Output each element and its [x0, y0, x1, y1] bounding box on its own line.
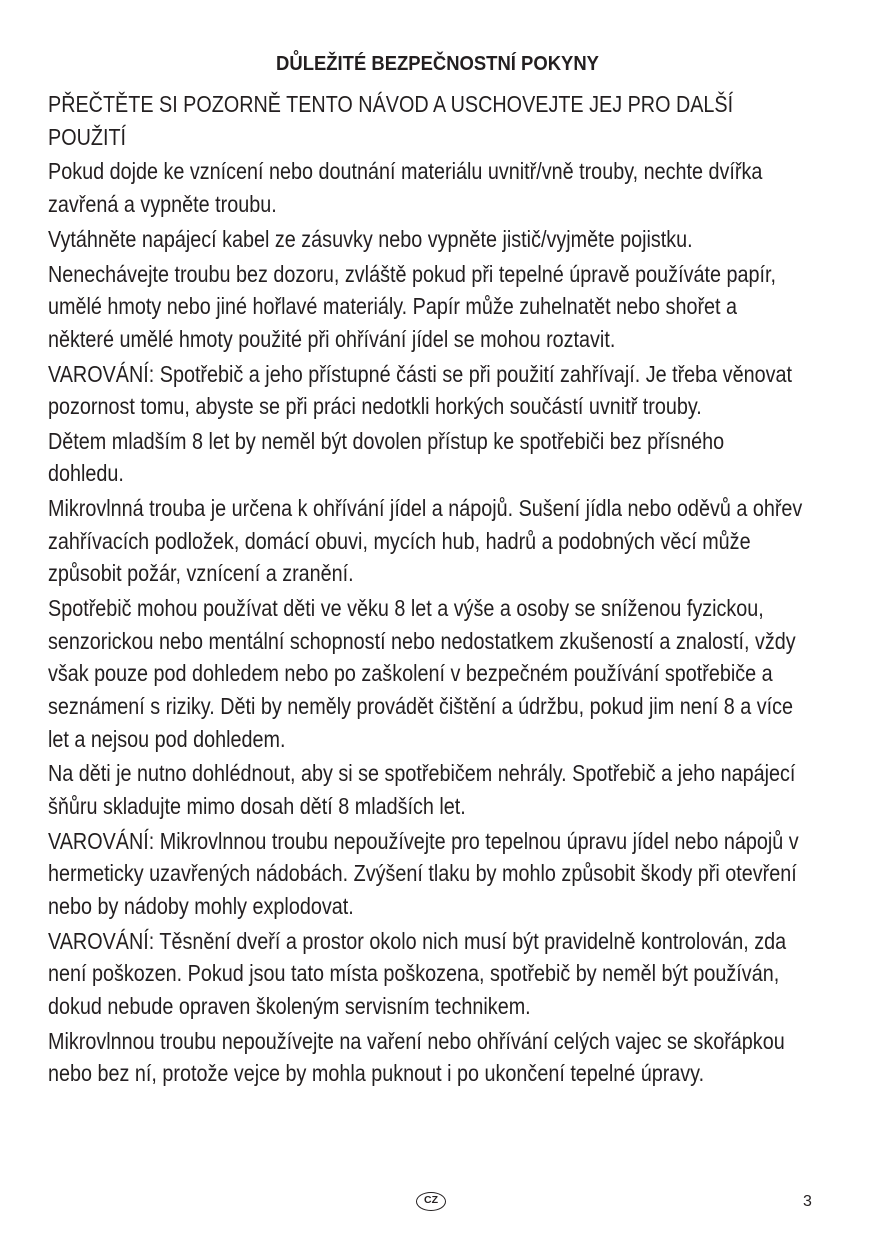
paragraph-warning-door-seal: VAROVÁNÍ: Těsnění dveří a prostor okolo nich musí být pravidelně kontrolován, zda není poškozen. Pokud jsou tato místa poškozena, spotřebič by neměl být používán, dokud nebude opraven školeným servisním technikem. [48, 927, 787, 1019]
page-title: DŮLEŽITÉ BEZPEČNOSTNÍ POKYNY [276, 52, 599, 75]
paragraph-children-play: Na děti je nutno dohlédnout, aby si se spotřebičem nehrály. Spotřebič a jeho napájecí šňůru skladujte mimo dosah dětí 8 mladších let. [48, 760, 796, 819]
paragraph-supervision: Nenechávejte troubu bez dozoru, zvláště pokud při tepelné úpravě používáte papír, umělé hmoty nebo jiné hořlavé materiály. Papír může zuhelnatět nebo shořet a některé umělé hmoty použité při ohřívání jídel se mohou roztavit. [48, 260, 776, 352]
paragraph-warning-sealed-containers: VAROVÁNÍ: Mikrovlnnou troubu nepoužívejte pro tepelnou úpravu jídel nebo nápojů v hermeticky uzavřených nádobách. Zvýšení tlaku by mohlo způsobit škody při otevření nebo by nádoby mohly explodovat. [48, 827, 799, 919]
safety-instructions-body [48, 88, 805, 1092]
page-number: 3 [803, 1193, 812, 1210]
paragraph-intended-use: Mikrovlnná trouba je určena k ohřívání jídel a nápojů. Sušení jídla nebo oděvů a ohřev zahřívacích podložek, domácí obuvi, mycích hub, hadrů a podobných věcí může způsobit požár, vznícení a zranění. [48, 495, 803, 587]
paragraph-children-under-8: Dětem mladším 8 let by neměl být dovolen přístup ke spotřebiči bez přísného dohledu. [48, 427, 725, 487]
language-badge: CZ [416, 1192, 446, 1211]
paragraph-reduced-capabilities: Spotřebič mohou používat děti ve věku 8 let a výše a osoby se sníženou fyzickou, senzorickou nebo mentální schopností nebo nedostatkem zkušeností a znalostí, vždy však pouze pod dohledem nebo po zaškolení v bezpečném používání spotřebiče a seznámení s riziky. Děti by neměly provádět čištění a údržbu, pokud jim není 8 a více let a nejsou pod dohledem. [48, 595, 796, 752]
paragraph-eggs: Mikrovlnnou troubu nepoužívejte na vaření nebo ohřívání celých vajec se skořápkou nebo bez ní, protože vejce by mohla puknout i po ukončení tepelné úpravy. [48, 1027, 785, 1087]
paragraph-warning-hot-parts: VAROVÁNÍ: Spotřebič a jeho přístupné části se při použití zahřívají. Je třeba věnovat pozornost tomu, abyste se při práci nedotkli horkých součástí uvnitř trouby. [48, 360, 792, 420]
paragraph-ignition: Pokud dojde ke vznícení nebo doutnání materiálu uvnitř/vně trouby, nechte dvířka zavřená a vypněte troubu. [48, 158, 763, 217]
paragraph-unplug: Vytáhněte napájecí kabel ze zásuvky nebo vypněte jistič/vyjměte pojistku. [48, 225, 693, 252]
paragraph-read-carefully: PŘEČTĚTE SI POZORNĚ TENTO NÁVOD A USCHOVEJTE JEJ PRO DALŠÍ POUŽITÍ [48, 91, 734, 150]
